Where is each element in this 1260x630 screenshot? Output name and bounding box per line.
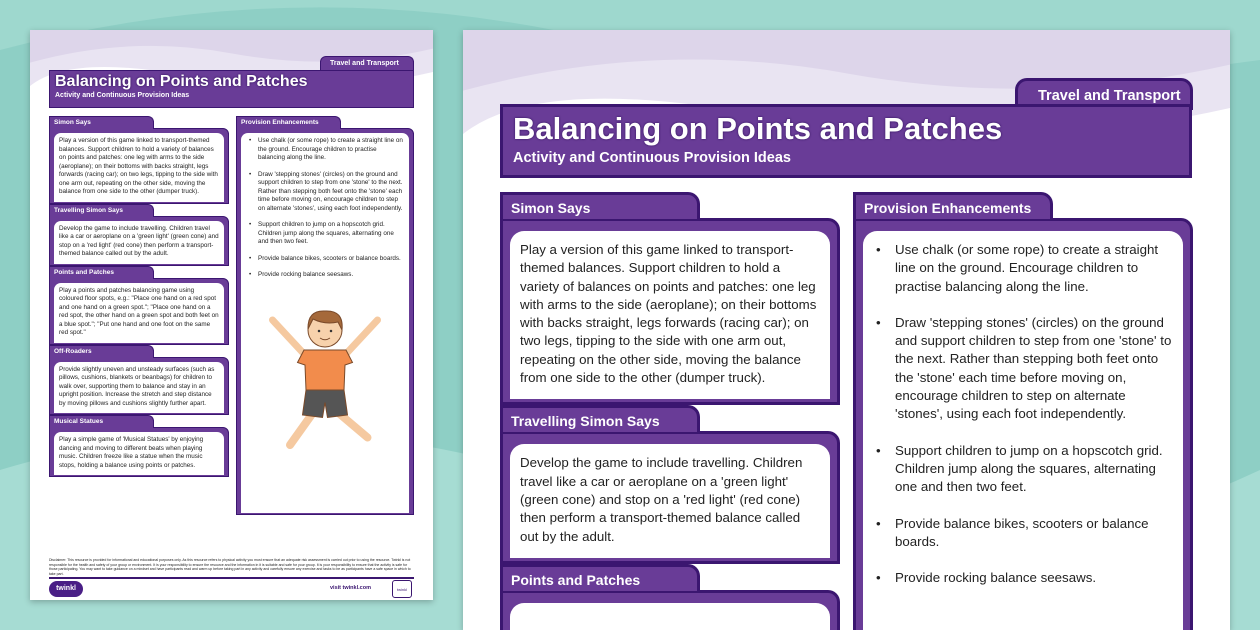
provision-item: • Provide balance bikes, scooters or balance boards.: [246, 255, 404, 264]
section-heading: Travelling Simon Says: [500, 405, 700, 432]
section-text: Play a simple game of 'Musical Statues' by enjoying dancing and moving to different beats when playing music. Children freeze like a statue when the music stops, holding a balance using points or patches.: [54, 432, 224, 475]
provision-box: [241, 133, 409, 513]
activity-section: [49, 216, 229, 266]
provision-item: • Use chalk (or some rope) to create a straight line on the ground. Encourage children to practise balancing along the line.: [246, 137, 404, 163]
visit-link[interactable]: visit twinkl.com: [330, 585, 371, 591]
page-title: Balancing on Points and Patches: [513, 111, 1003, 146]
provision-item: • Support children to jump on a hopscotch grid. Children jump along the squares, alternating one and then two feet.: [873, 442, 1173, 497]
worksheet-thumbnail: [30, 30, 433, 600]
provision-box: [863, 231, 1183, 630]
section-text: Develop the game to include travelling. Children travel like a car or aeroplane on a 'green light' (green cone) and stop on a 'red light' (red cone) then perform a transport-themed balance called out by the adult.: [54, 221, 224, 264]
provision-list: [873, 241, 1173, 587]
activity-section: [49, 278, 229, 345]
child-balancing-illustration: [265, 290, 385, 450]
title-banner: [500, 104, 1192, 178]
title-banner: [49, 70, 414, 108]
section-heading: Provision Enhancements: [236, 116, 341, 129]
provision-item: • Provide balance bikes, scooters or balance boards.: [873, 515, 1173, 552]
section-heading: Simon Says: [49, 116, 154, 129]
provision-item: • Use chalk (or some rope) to create a straight line on the ground. Encourage children to practise balancing along the line.: [873, 241, 1173, 296]
section-text: Develop the game to include travelling. Children travel like a car or aeroplane on a 'green light' (green cone) and stop on a 'red light' (red cone) then perform a transport-themed balance called out by the adult.: [510, 444, 830, 557]
activity-section: [500, 431, 840, 563]
twinkl-logo: twinkl: [49, 581, 83, 597]
provision-item: • Provide rocking balance seesaws.: [873, 569, 1173, 587]
provision-item: • Support children to jump on a hopscotch grid. Children jump along the squares, alternating one and then two feet.: [246, 221, 404, 247]
disclaimer-text: Disclaimer: This resource is provided for informational and educational purposes only. As this resource refers to physical activity you must ensure that an adequate risk assessment is carried out prior to using the resource. Twinkl is not responsible for the health and safety of your group or environment. It is your responsibility to ensure the resource and the information in it is suitable and safe for your group. It is your responsibility to ensure that the activity is safe for those participating. You may want to take guidance on a mindset and have participants read and warm up before taking part in any activity and carefully ensure any exercise and tasks to be as participants have a safe space in which to take part.: [49, 558, 411, 576]
section-heading: Travelling Simon Says: [49, 204, 154, 217]
activity-section: [500, 590, 840, 630]
provision-section: [853, 218, 1193, 630]
provision-column: [236, 116, 414, 515]
activity-section: [49, 427, 229, 477]
section-box-cropped: [510, 603, 830, 630]
section-heading: Provision Enhancements: [853, 192, 1053, 219]
provision-column: [853, 192, 1193, 630]
activity-section: [49, 357, 229, 416]
section-heading: Musical Statues: [49, 415, 154, 428]
page-title: Balancing on Points and Patches: [55, 73, 308, 90]
provision-item: • Provide rocking balance seesaws.: [246, 271, 404, 280]
section-heading: Points and Patches: [500, 564, 700, 591]
provision-item: • Draw 'stepping stones' (circles) on the ground and support children to step from one 'stone' to the next. Rather than stepping both feet onto the 'stone' each time before moving on, encourage children to step on alternate 'stones', using each foot independently.: [873, 314, 1173, 424]
section-heading: Simon Says: [500, 192, 700, 219]
page-subtitle: Activity and Continuous Provision Ideas: [55, 92, 190, 99]
section-text: Provide slightly uneven and unsteady surfaces (such as pillows, cushions, blankets or beanbags) for children to walk over, supporting them to balance and stay in an upright position. Increase the stretch and step distance by moving pillows and cushions slightly further apart.: [54, 362, 224, 414]
activities-column: [49, 116, 229, 477]
worksheet-preview: [463, 30, 1230, 630]
topic-tab: Travel and Transport: [320, 56, 414, 71]
activity-section: [500, 218, 840, 405]
provision-section: [236, 128, 414, 515]
activities-column: [500, 192, 840, 630]
section-heading: Off-Roaders: [49, 345, 154, 358]
section-heading: Points and Patches: [49, 266, 154, 279]
section-text: Play a version of this game linked to transport-themed balances. Support children to hold a variety of balances on points and patches: one leg with arms to the side (aeroplane); on their bottoms with backs straight, legs forwards (racing car); on two legs, tipping to the side with one arm out, repeating on the other side, moving the balance from one side to the other (dumper truck).: [510, 231, 830, 399]
provision-list: [246, 137, 404, 280]
footer-divider: [49, 577, 414, 579]
provision-item: • Draw 'stepping stones' (circles) on the ground and support children to step from one 'stone' to the next. Rather than stepping both feet onto the 'stone' each time before moving on, encourage children to step on alternate 'stones', using each foot independently.: [246, 171, 404, 214]
quality-badge: twinkl: [392, 580, 412, 598]
section-text: Play a points and patches balancing game using coloured floor spots, e.g.: "Place one hand on a red spot and one hand on a green spot."; "Place one hand on a red spot, the other hand on a green spot and both feet on a blue spot."; "Put one hand and one foot on the same red spot.": [54, 283, 224, 343]
section-text: Play a version of this game linked to transport-themed balances. Support children to hold a variety of balances on points and patches: one leg with arms to the side (aeroplane); on their bottoms with backs straight, legs forwards (racing car); on two legs, tipping to the side with one arm out, repeating on the other side, moving the balance from one side to the other (dumper truck).: [54, 133, 224, 202]
page-subtitle: Activity and Continuous Provision Ideas: [513, 150, 791, 166]
topic-tab: Travel and Transport: [1015, 78, 1193, 110]
activity-section: [49, 128, 229, 204]
